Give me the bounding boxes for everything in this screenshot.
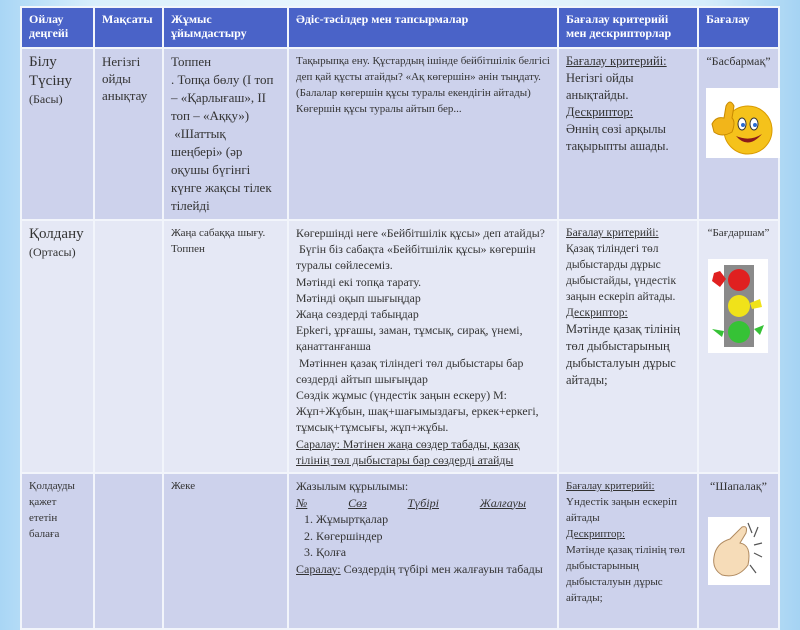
column-word: Сөз: [348, 495, 367, 510]
cell-organization: Жеке: [163, 473, 288, 629]
header-goal: Мақсаты: [94, 7, 163, 48]
lesson-plan-table: [20, 6, 780, 630]
column-root: Түбірі: [407, 495, 439, 510]
differentiation-text: Саралау: Мәтінен жаңа сөздер табады, қазақ тілінің төл дыбыстары бар сөздерді атайды: [296, 436, 520, 467]
table-row: [21, 473, 779, 629]
header-criteria: Бағалау критерийі мен дескрипторлар: [558, 7, 698, 48]
header-row: [21, 7, 779, 48]
assessment-label: “Басбармақ”: [706, 54, 771, 68]
method-line: Бүгін біз сабақта «Бейбітшілік құсы» көгершін туралы сөйлесеміз.: [296, 242, 539, 273]
method-line: (Балалар көгершін құсы туралы екендігін айтады) Көгершін құсы туралы айтып бер...: [296, 87, 531, 115]
level-sub: (Басы): [29, 92, 63, 106]
descriptor-text: Әннің сөзі арқылы тақырыпты ашады.: [566, 122, 669, 153]
cell-level: [21, 48, 94, 220]
method-line: Тақырыпқа ену. Құстардың ішінде бейбітшілік белгісі деп қай құсты атайды? «Ақ көгершін» әнін тыңдату.: [296, 55, 550, 83]
org-line: «Шаттық шеңбері» (әр оқушы бүгінгі күнге жақсы тілек тілейді: [171, 126, 275, 213]
level-text: Қолдану: [29, 226, 84, 242]
cell-organization: [163, 48, 288, 220]
differentiation-text: Сөздердің түбірі мен жалғауын табады: [340, 561, 543, 576]
header-assessment: Бағалау: [698, 7, 779, 48]
cell-methods: [288, 48, 558, 220]
cell-methods: [288, 220, 558, 473]
differentiation-label: Саралау:: [296, 561, 341, 576]
traffic-light-icon: [708, 259, 768, 353]
criteria-label: Бағалау критерийі:: [566, 480, 655, 493]
level-text: Білу Түсіну: [29, 54, 73, 89]
criteria-label: Бағалау критерийі:: [566, 227, 659, 239]
cell-level: [21, 220, 94, 473]
level-sub: (Ортасы): [29, 245, 76, 259]
column-number: №: [296, 495, 308, 510]
cell-criteria: [558, 220, 698, 473]
header-methods: Әдіс-тәсілдер мен тапсырмалар: [288, 7, 558, 48]
cell-assessment: [698, 48, 779, 220]
differentiation: [296, 561, 550, 578]
cell-assessment: [698, 473, 779, 629]
org-line: Топпен: [171, 243, 205, 255]
cell-criteria: [558, 48, 698, 220]
org-line: Жаңа сабаққа шығу.: [171, 227, 266, 239]
column-ending: Жалғауы: [479, 495, 526, 510]
cell-organization: [163, 220, 288, 473]
method-line: Мәтінді екі топқа тарату.: [296, 274, 422, 289]
method-line: Көгершінді неге «Бейбітшілік құсы» деп атайды?: [296, 226, 545, 240]
list-item: 3. Қолға: [316, 544, 550, 561]
header-organization: Жұмыс ұйымдастыру: [163, 7, 288, 48]
header-level: Ойлау деңгейі: [21, 7, 94, 48]
method-line: Мәтіннен қазақ тіліндегі төл дыбыстары бар сөздерді айтып шығыңдар: [296, 355, 527, 386]
method-line: Сөздік жұмыс (үндестік заңын ескеру) М: Жұп+Жұбын, шақ+шағымыздағы, еркек+еркегі, тұмсық+тұмсығы, жұп+жұбы.: [296, 388, 539, 435]
assessment-label: “Шапалақ”: [710, 479, 767, 494]
cell-assessment: [698, 220, 779, 473]
method-line: Ерkeгі, ұрғашы, заман, тұмсық, сирақ, үнемі, қанаттанғанша: [296, 323, 523, 354]
org-line: Топпен: [171, 54, 212, 69]
assessment-label: “Бағдаршам”: [707, 227, 770, 239]
descriptor-label: Дескриптор:: [566, 105, 634, 119]
cell-methods: [288, 473, 558, 629]
cell-criteria: [558, 473, 698, 629]
org-line: . Топқа бөлу (І топ – «Қарлығаш», ІІ топ – «Аққу»): [171, 72, 274, 123]
clapping-hands-icon: [708, 517, 770, 585]
word-list: [296, 511, 550, 561]
table-row: [21, 220, 779, 473]
table-row: [21, 48, 779, 220]
cell-level: Қолдауды қажет ететін балаға: [21, 473, 94, 629]
descriptor-label: Дескриптор:: [566, 307, 628, 319]
method-line: Жаңа сөздерді табыңдар: [296, 307, 419, 322]
criteria-label: Бағалау критерийі:: [566, 54, 667, 68]
descriptor-text: Мәтінде қазақ тілінің төл дыбыстарының дыбысталуын дұрыс айтады;: [566, 322, 681, 387]
descriptor-label: Дескриптор:: [566, 528, 626, 541]
criteria-text: Үндестік заңын ескеріп айтады: [566, 496, 677, 525]
descriptor-text: Мәтінде қазақ тілінің төл дыбыстарының дыбысталуын дұрыс айтады;: [566, 544, 685, 605]
method-line: Мәтінді оқып шығыңдар: [296, 290, 421, 305]
list-item: 2. Көгершіндер: [316, 528, 550, 545]
cell-goal: [94, 473, 163, 629]
cell-goal: [94, 220, 163, 473]
list-item: 1. Жұмыртқалар: [316, 511, 550, 528]
cell-goal: Негізгі ойды анықтау: [94, 48, 163, 220]
thumbs-up-smiley-icon: [706, 88, 780, 158]
methods-title: Жазылым құрылымы:: [296, 479, 409, 494]
criteria-text: Негізгі ойды анықтайды.: [566, 71, 634, 102]
criteria-text: Қазақ тіліндегі төл дыбыстарды дұрыс дыбыстайды, үндестік заңын ескеріп айтады.: [566, 243, 677, 303]
methods-columns: [296, 495, 526, 512]
